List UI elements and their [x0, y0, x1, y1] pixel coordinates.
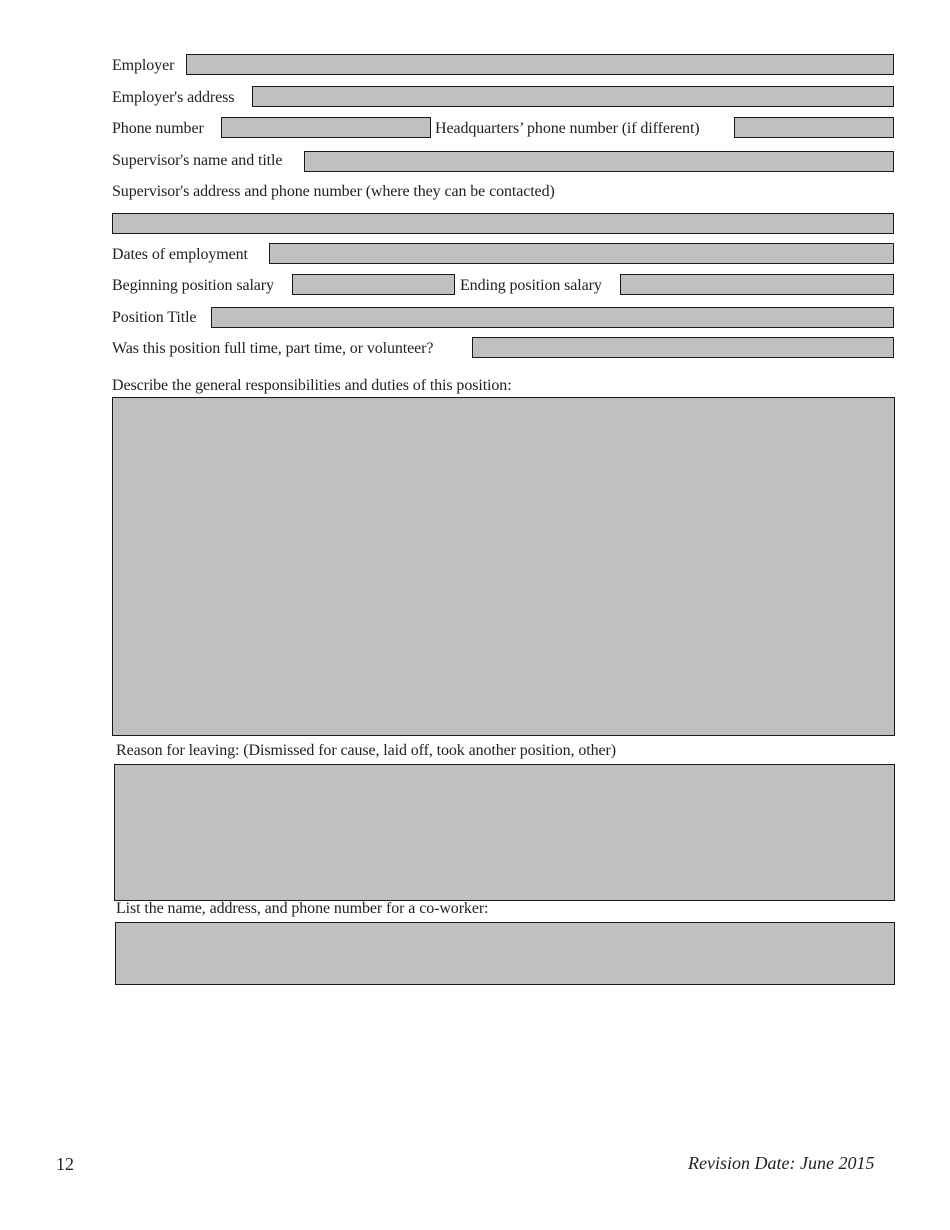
beginning-salary-field[interactable]: [292, 274, 455, 295]
position-type-label: Was this position full time, part time, or volunteer?: [112, 340, 434, 357]
reason-for-leaving-textarea[interactable]: [114, 764, 895, 901]
supervisor-contact-field[interactable]: [112, 213, 894, 234]
reason-for-leaving-label: Reason for leaving: (Dismissed for cause, laid off, took another position, other): [116, 742, 616, 759]
dates-of-employment-field[interactable]: [269, 243, 894, 264]
supervisor-contact-label: Supervisor's address and phone number (where they can be contacted): [112, 183, 555, 200]
employer-label: Employer: [112, 57, 175, 74]
dates-of-employment-label: Dates of employment: [112, 246, 248, 263]
employer-address-label: Employer's address: [112, 89, 235, 106]
responsibilities-textarea[interactable]: [112, 397, 895, 736]
beginning-salary-label: Beginning position salary: [112, 277, 274, 294]
employer-field[interactable]: [186, 54, 894, 75]
employer-address-field[interactable]: [252, 86, 894, 107]
revision-date: Revision Date: June 2015: [688, 1153, 875, 1173]
page-number: 12: [56, 1154, 74, 1174]
supervisor-name-label: Supervisor's name and title: [112, 152, 283, 169]
phone-number-field[interactable]: [221, 117, 431, 138]
coworker-textarea[interactable]: [115, 922, 895, 985]
position-type-field[interactable]: [472, 337, 894, 358]
coworker-label: List the name, address, and phone number for a co-worker:: [116, 900, 489, 917]
ending-salary-field[interactable]: [620, 274, 894, 295]
supervisor-name-field[interactable]: [304, 151, 894, 172]
responsibilities-label: Describe the general responsibilities and duties of this position:: [112, 377, 512, 394]
phone-number-label: Phone number: [112, 120, 204, 137]
position-title-label: Position Title: [112, 309, 197, 326]
hq-phone-label: Headquarters’ phone number (if different): [435, 120, 700, 137]
hq-phone-field[interactable]: [734, 117, 894, 138]
ending-salary-label: Ending position salary: [460, 277, 602, 294]
position-title-field[interactable]: [211, 307, 894, 328]
